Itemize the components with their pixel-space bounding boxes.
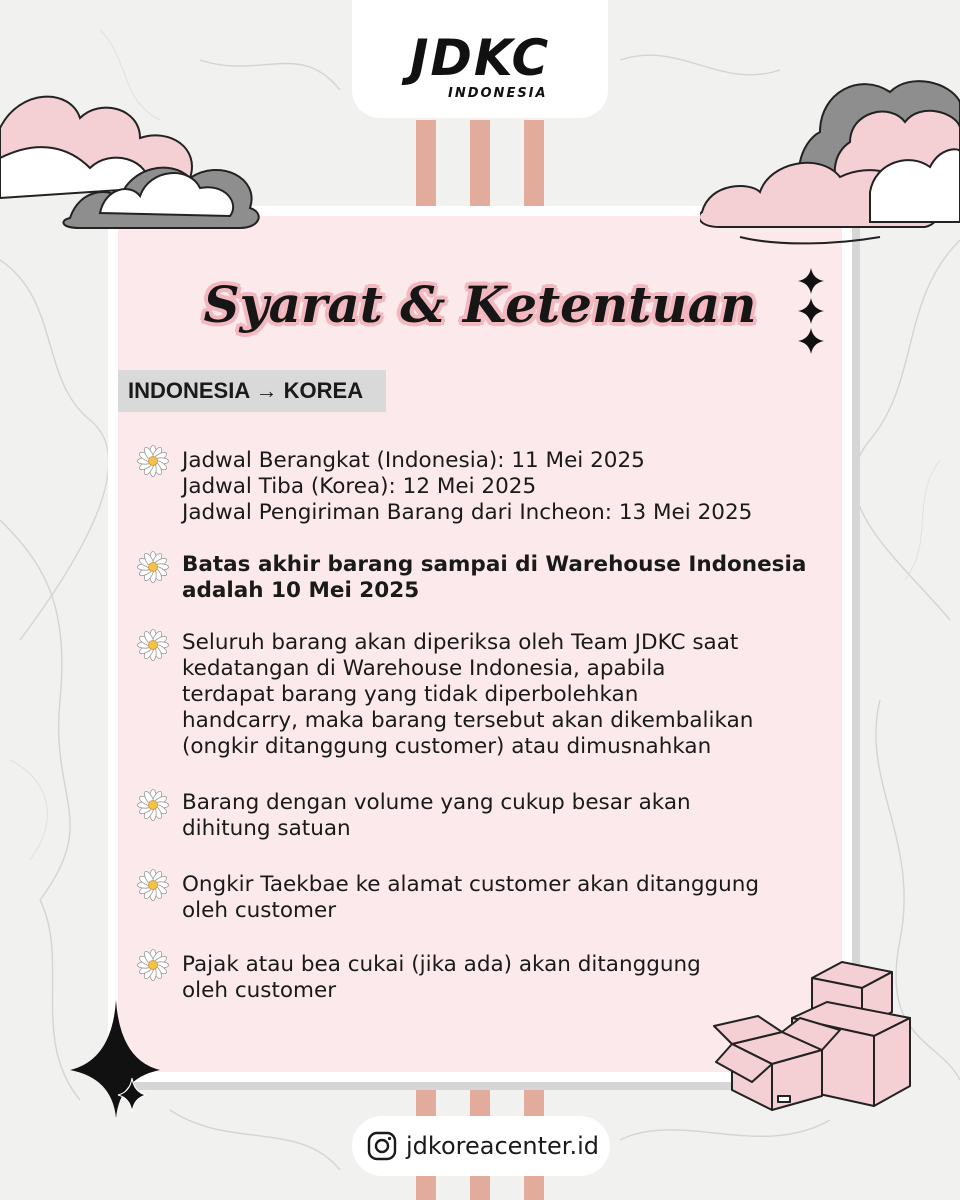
top-stripe	[524, 120, 544, 210]
sparkle-icon	[70, 1000, 160, 1130]
item-text: Barang dengan volume yang cukup besar akan dihitung satuan	[182, 790, 691, 841]
daisy-icon	[136, 788, 170, 822]
logo-badge	[352, 0, 608, 118]
logo: JDKC	[409, 29, 551, 87]
cloud-left-icon	[0, 88, 270, 238]
daisy-icon	[136, 444, 170, 478]
social-handle-pill[interactable]	[352, 1116, 610, 1176]
item-text: Batas akhir barang sampai di Warehouse Indonesia adalah 10 Mei 2025	[182, 552, 807, 603]
daisy-icon	[136, 550, 170, 584]
item-text: Jadwal Berangkat (Indonesia): 11 Mei 2025 Jadwal Tiba (Korea): 12 Mei 2025 Jadwal Pengiriman Barang dari Incheon: 13 Mei 2025	[182, 448, 753, 525]
daisy-icon	[136, 868, 170, 902]
route-label: INDONESIA → KOREA	[118, 370, 386, 412]
instagram-icon	[366, 1130, 398, 1162]
item-text: Pajak atau bea cukai (jika ada) akan ditanggung oleh customer	[182, 952, 701, 1003]
social-handle: jdkoreacenter.id	[406, 1132, 599, 1160]
cloud-right-icon	[700, 72, 960, 252]
boxes-icon	[712, 958, 916, 1118]
logo-subtext: INDONESIA	[448, 86, 548, 101]
item-text: Seluruh barang akan diperiksa oleh Team JDKC saat kedatangan di Warehouse Indonesia, apabila terdapat barang yang tidak diperbolehkan handcarry, maka barang tersebut akan dikembalikan (ongkir ditanggung customer) atau dimusnahkan	[182, 630, 754, 759]
daisy-icon	[136, 628, 170, 662]
top-stripe	[470, 120, 490, 210]
page-title: Syarat & Ketentuan	[203, 275, 757, 334]
top-stripe	[416, 120, 436, 210]
item-text: Ongkir Taekbae ke alamat customer akan ditanggung oleh customer	[182, 872, 760, 923]
daisy-icon	[136, 948, 170, 982]
